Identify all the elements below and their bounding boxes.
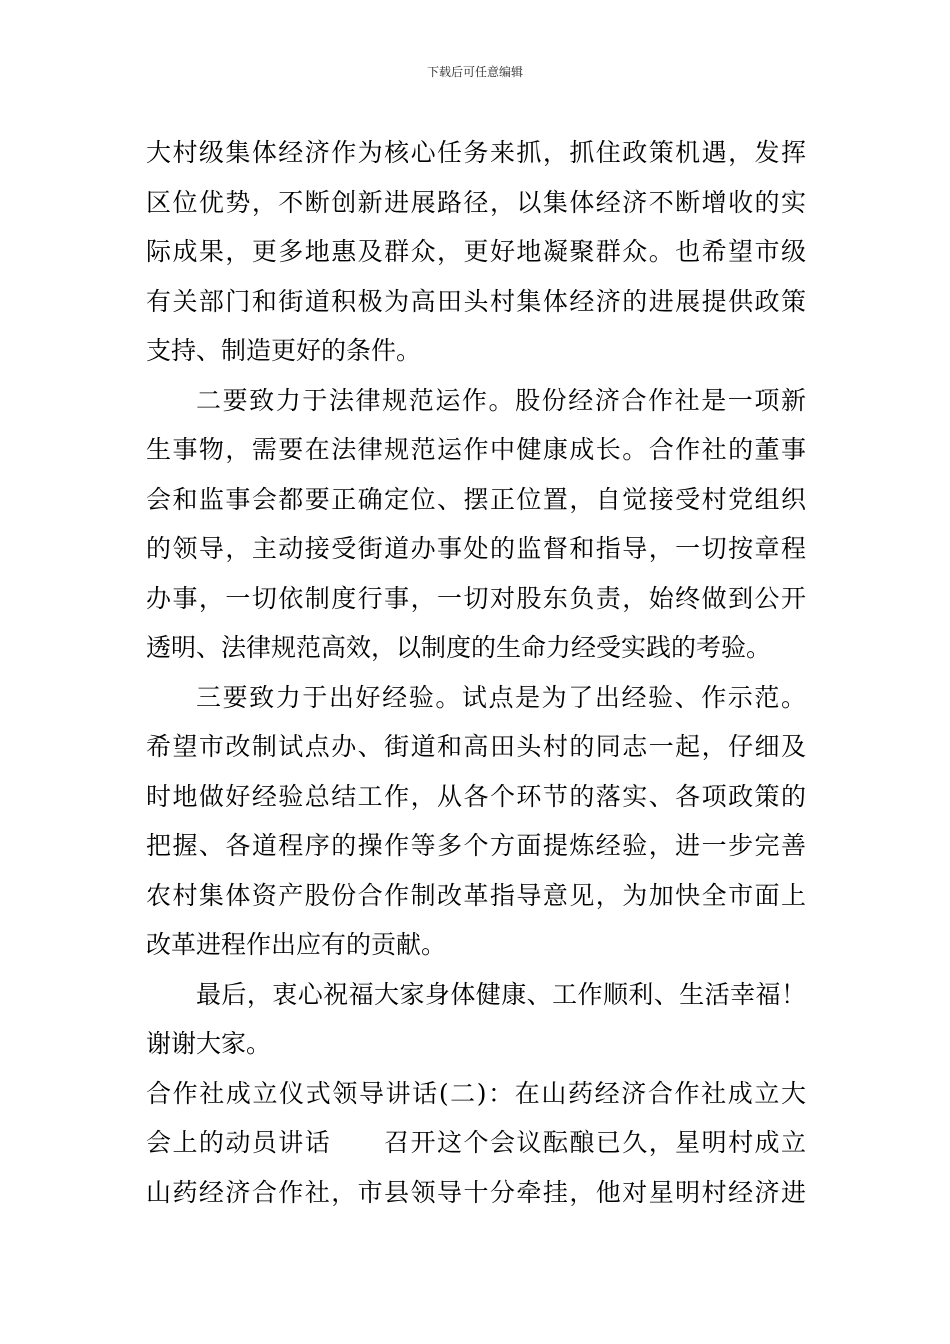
text-line: 际成果，更多地惠及群众，更好地凝聚群众。也希望市级: [146, 237, 806, 266]
text-line: 透明、法律规范高效，以制度的生命力经受实践的考验。: [146, 633, 772, 662]
text-line: 希望市改制试点办、街道和高田头村的同志一起，仔细及: [146, 732, 806, 761]
text-line: 最后，衷心祝福大家身体健康、工作顺利、生活幸福！: [196, 979, 806, 1009]
text-line: 二要致力于法律规范运作。股份经济合作社是一项新: [196, 385, 806, 415]
document-body: [146, 128, 806, 1217]
text-line: 区位优势，不断创新进展路径，以集体经济不断增收的实: [146, 187, 806, 217]
text-line: 生事物，需要在法律规范运作中健康成长。合作社的董事: [146, 435, 806, 464]
text-line: 合作社成立仪式领导讲话(二)：在山药经济合作社成立大: [146, 1078, 806, 1108]
text-line: 谢谢大家。: [146, 1029, 272, 1058]
text-line: 会和监事会都要正确定位、摆正位置，自觉接受村党组织: [146, 484, 806, 514]
paragraph-4: [146, 970, 806, 1069]
text-line: 三要致力于出好经验。试点是为了出经验、作示范。: [196, 682, 806, 712]
paragraph-1: [146, 128, 806, 376]
text-line: 会上的动员讲话 召开这个会议酝酿已久，星明村成立: [146, 1128, 806, 1157]
text-line: 时地做好经验总结工作，从各个环节的落实、各项政策的: [146, 781, 806, 811]
text-line: 农村集体资产股份合作制改革指导意见，为加快全市面上: [146, 880, 806, 910]
text-line: 山药经济合作社，市县领导十分牵挂，他对星明村经济进: [146, 1177, 806, 1207]
text-line: 大村级集体经济作为核心任务来抓，抓住政策机遇，发挥: [146, 138, 806, 167]
text-line: 支持、制造更好的条件。: [146, 336, 422, 365]
page-header: 下载后可任意编辑: [426, 65, 523, 79]
paragraph-3: [146, 673, 806, 970]
text-line: 的领导，主动接受街道办事处的监督和指导，一切按章程: [146, 534, 806, 563]
text-line: 把握、各道程序的操作等多个方面提炼经验，进一步完善: [146, 831, 806, 860]
text-line: 改革进程作出应有的贡献。: [146, 930, 447, 959]
text-line: 有关部门和街道积极为高田头村集体经济的进展提供政策: [146, 286, 806, 316]
text-line: 办事，一切依制度行事，一切对股东负责，始终做到公开: [146, 583, 806, 613]
paragraph-2: [146, 376, 806, 673]
paragraph-5: [146, 1069, 806, 1218]
